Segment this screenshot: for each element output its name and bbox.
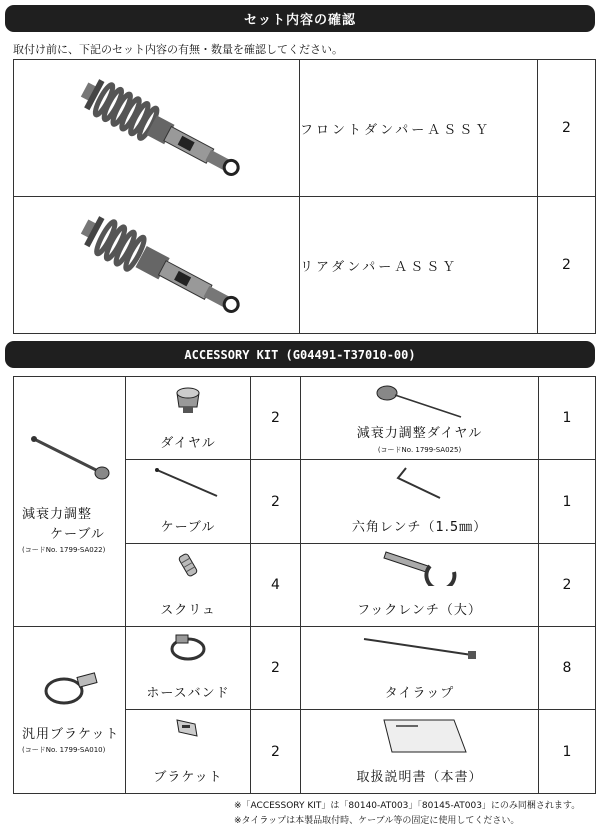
kit-item-tie-wrap: [301, 627, 539, 710]
table-row: [14, 60, 596, 197]
table-row: [14, 197, 596, 334]
group-code: (コードNo. 1799-SA010): [22, 746, 106, 754]
kit-item-qty: 2: [251, 627, 301, 710]
hook-wrench-icon: [380, 550, 460, 586]
group-name: 汎用ブラケット: [22, 727, 120, 742]
damper-table: [13, 59, 596, 334]
kit-item-name: スクリュ: [160, 603, 216, 618]
damper-qty: 2: [538, 60, 596, 197]
damper-qty: 2: [538, 197, 596, 334]
kit-item-name: フックレンチ（大）: [357, 603, 482, 618]
accessory-kit-table: [13, 376, 596, 794]
kit-item-hook-wrench: [301, 544, 539, 627]
kit-item-name: タイラップ: [384, 686, 455, 701]
kit-item-qty: 2: [251, 377, 301, 460]
screw-icon: [173, 550, 203, 580]
kit-item-name: 取扱説明書（本書）: [356, 770, 483, 785]
bracket-icon: [173, 716, 203, 740]
kit-item-name: ブラケット: [153, 770, 223, 785]
adjuster-cable-illustration: [26, 429, 116, 489]
table-row: [14, 377, 596, 460]
kit-item-cable: [126, 460, 251, 544]
damper-name: フロントダンパーＡＳＳＹ: [300, 60, 538, 197]
front-damper-illustration: [14, 60, 300, 197]
footnote: ※タイラップは本製品取付時、ケーブル等の固定に使用してください。: [234, 816, 520, 826]
kit-item-name: 六角レンチ（1.5㎜）: [351, 520, 488, 535]
damper-name: リアダンパーＡＳＳＹ: [300, 197, 538, 334]
kit-item-qty: 1: [539, 377, 596, 460]
section-title-text: セット内容の確認: [243, 13, 356, 28]
hose-band-icon: [168, 633, 208, 663]
kit-item-qty: 2: [251, 460, 301, 544]
table-row: [14, 627, 596, 710]
group-name-line1: 減衰力調整: [22, 507, 93, 522]
adjust-dial-icon: [375, 383, 465, 419]
footnote: ※「ACCESSORY KIT」は「80140-AT003」「80145-AT003」にのみ同梱されます。: [234, 801, 581, 811]
intro-text: 取付け前に、下記のセット内容の有無・数量を確認してください。: [13, 43, 343, 56]
accessory-kit-title: ACCESSORY KIT (G04491-T37010-00): [184, 347, 416, 362]
section-title-set-contents: [5, 5, 595, 32]
kit-item-hose-band: [126, 627, 251, 710]
kit-item-name: ダイヤル: [160, 436, 216, 451]
kit-item-qty: 2: [251, 710, 301, 794]
kit-item-name: ホースバンド: [146, 686, 230, 701]
kit-item-qty: 8: [539, 627, 596, 710]
tie-wrap-icon: [360, 633, 480, 663]
kit-item-name: 減衰力調整ダイヤル: [356, 426, 483, 441]
kit-item-bracket: [126, 710, 251, 794]
cable-icon: [153, 466, 223, 500]
kit-item-qty: 1: [539, 710, 596, 794]
kit-item-code: (コードNo. 1799-SA025): [377, 446, 462, 454]
adjuster-cable-group: [14, 377, 126, 627]
kit-item-qty: 2: [539, 544, 596, 627]
kit-item-screw: [126, 544, 251, 627]
kit-item-qty: 1: [539, 460, 596, 544]
kit-item-name: ケーブル: [160, 520, 216, 535]
kit-item-hex-wrench: [301, 460, 539, 544]
universal-bracket-illustration: [42, 667, 102, 711]
hex-wrench-icon: [390, 466, 450, 500]
kit-item-manual: [301, 710, 539, 794]
manual-icon: [370, 716, 470, 756]
rear-damper-illustration: [14, 197, 300, 334]
kit-item-qty: 4: [251, 544, 301, 627]
universal-bracket-group: [14, 627, 126, 794]
kit-item-dial: [126, 377, 251, 460]
kit-item-adjust-dial: [301, 377, 539, 460]
dial-icon: [173, 383, 203, 417]
group-code: (コードNo. 1799-SA022): [22, 546, 106, 554]
section-title-accessory-kit: [5, 341, 595, 368]
group-name-line2: ケーブル: [50, 527, 105, 542]
